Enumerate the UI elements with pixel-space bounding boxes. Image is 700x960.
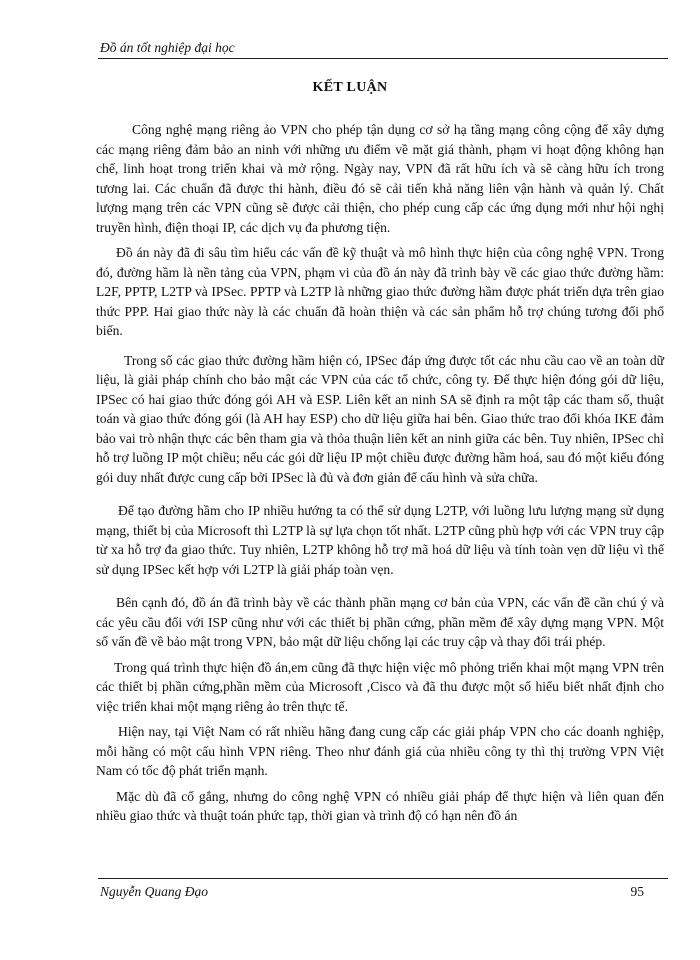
paragraph: Để tạo đường hầm cho IP nhiều hướng ta có thể sử dụng L2TP, với luồng lưu lượng mạng sử dụng mạng, thiết bị của Microsoft thì L2TP là sự lựa chọn tốt nhất. L2TP cũng phù hợp với các VPN truy cập từ xa hỗ trợ đa giao thức. Tuy nhiên, L2TP không hỗ trợ mã hoá dữ liệu và tính toàn vẹn dữ liệu vì thế sử dụng IPSec kết hợp với L2TP là giải pháp toàn vẹn. [96,503,664,577]
paragraph: Hiện nay, tại Việt Nam có rất nhiều hãng đang cung cấp các giải pháp VPN cho các doanh nghiệp, mỗi hãng có một cấu hình VPN riêng. Theo như đánh giá của nhiều công ty thì thị trường VPN Việt Nam có tốc độ phát triển mạnh. [96,724,664,778]
paragraph: Mặc dù đã cố gắng, nhưng do công nghệ VPN có nhiều giải pháp để thực hiện và liên quan đến nhiều giao thức và thuật toán phức tạp, thời gian và trình độ có hạn nên đồ án [96,788,664,823]
header-divider [98,58,668,59]
paragraph: Đồ án này đã đi sâu tìm hiểu các vấn đề kỹ thuật và mô hình thực hiện của công nghệ VPN. Trong đó, đường hầm là nền tảng của VPN, phạm vi của đồ án này đã trình bày về các giao thức đường hầm: L2F, PPTP, L2TP và IPSec. PPTP và L2TP là những giao thức đường hầm được phát triển dựa trên giao thức PPP. Hai giao thức này là các chuẩn đã hoàn thiện và các sản phẩm hỗ trợ chúng tương đối phổ biến. [96,245,664,338]
paragraph: Trong quá trình thực hiện đồ án,em cũng đã thực hiện việc mô phỏng triển khai một mạng VPN trên các thiết bị phần cứng,phần mềm của Microsoft ,Cisco và đã thu được một số hiểu biết nhất định cho việc triển khai một mạng riêng ảo trên thực tế. [96,659,664,714]
footer-divider [98,878,668,879]
running-header: Đồ án tốt nghiệp đại học [100,40,235,55]
paragraph: Công nghệ mạng riêng ảo VPN cho phép tận dụng cơ sở hạ tầng mạng công cộng để xây dựng các mạng riêng đảm bảo an ninh với những ưu điểm về mặt giá thành, phạm vi hoạt động không hạn chế, linh hoạt trong triển khai và mở rộng. Ngày nay, VPN đã rất hữu ích và sẽ càng hữu ích trong tương lai. Các chuẩn đã được thi hành, điều đó sẽ cải tiến khả năng liên vận hành và quản lý. Chất lượng mạng trên các VPN cũng sẽ được cải thiện, cho phép cung cấp các ứng dụng mới như hội nghị truyền hình, điện thoại IP, các dịch vụ đa phương tiện. [96,122,664,235]
document-body [96,120,664,832]
paragraph: Bên cạnh đó, đồ án đã trình bày về các thành phần mạng cơ bản của VPN, các vấn đề cần chú ý và các yêu cầu đối với ISP cũng như với các thiết bị phần cứng, phần mềm để xây dựng mạng VPN. Một số vấn đề về bảo mật trong VPN, bảo mật dữ liệu chống lại các truy cập và thay đổi trái phép. [96,595,664,649]
paragraph: Trong số các giao thức đường hầm hiện có, IPSec đáp ứng được tốt các nhu cầu cao về an toàn dữ liệu, là giải pháp chính cho bảo mật các VPN của các tổ chức, công ty. Để thực hiện đóng gói dữ liệu, IPSec có hai giao thức đóng gói AH và ESP. Liên kết an ninh SA sẽ định ra một tập các tham số, thuật toán và giao thức đóng gói (là AH hay ESP) cho dữ liệu giữa hai bên. Giao thức trao đổi khóa IKE đảm bảo vai trò nhận thực các bên tham gia và thỏa thuận liên kết an ninh giữa các bên. Tuy nhiên, IPSec chỉ hỗ trợ luồng IP một chiều; nếu các gói dữ liệu IP một chiều được đường hầm hoá, sau đó một kiểu đóng gói duy nhất được cung cấp bởi IPSec là đủ và đơn giản để cấu hình và sửa chữa. [96,352,664,485]
footer-author: Nguyễn Quang Đạo [100,884,208,899]
page-number: 95 [630,884,644,899]
page-title: KẾT LUẬN [312,80,388,95]
